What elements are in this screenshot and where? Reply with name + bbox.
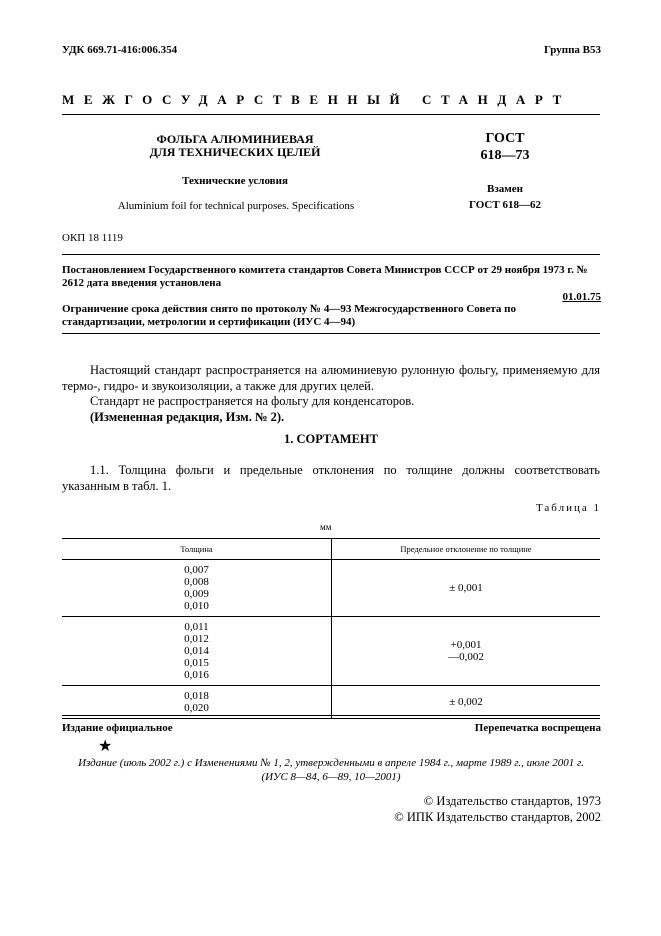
- title-line-1: ФОЛЬГА АЛЮМИНИЕВАЯ: [156, 132, 314, 146]
- okp-code: ОКП 18 1119: [62, 232, 123, 244]
- column-header-thickness: Толщина: [62, 539, 332, 560]
- deviation-cell: +0,001 —0,002: [332, 617, 601, 686]
- intro-paragraph-3: (Измененная редакция, Изм. № 2).: [90, 410, 285, 424]
- ius-text: (ИУС 8—84, 6—89, 10—2001): [261, 771, 401, 783]
- column-header-deviation: Предельное отклонение по толщине: [332, 539, 601, 560]
- official-edition: Издание официальное: [62, 722, 173, 734]
- copyright-1973: © Издательство стандартов, 1973: [423, 794, 601, 808]
- document-subtitle: Технические условия: [182, 175, 288, 187]
- edition-text: Издание (июль 2002 г.) с Изменениями № 1, 2, утвержденными в апреле 1984 г., марте 1989 г., июле 2001 г.: [78, 757, 584, 769]
- thickness-cell: 0,011 0,012 0,014 0,015 0,016: [62, 617, 332, 686]
- decree-text: Постановлением Государственного комитета стандартов Совета Министров СССР от 29 ноября 1973 г. № 2612 дата введения установлена: [62, 264, 588, 289]
- reprint-notice: Перепечатка воспрещена: [474, 722, 601, 734]
- deviation-cell: ± 0,002: [332, 686, 601, 719]
- star-icon: ★: [98, 738, 113, 755]
- section-paragraph-1: 1.1. Толщина фольги и предельные отклонения по толщине должны соответствовать указанным в табл. 1.: [62, 463, 600, 493]
- copyright-2002: © ИПК Издательство стандартов, 2002: [394, 810, 601, 824]
- okp-divider: [62, 254, 600, 255]
- thickness-cell: 0,018 0,020: [62, 686, 332, 719]
- gost-number: [430, 130, 580, 164]
- table-row: [62, 686, 600, 719]
- title-line-2: ДЛЯ ТЕХНИЧЕСКИХ ЦЕЛЕЙ: [149, 145, 321, 159]
- intro-paragraph-1: Настоящий стандарт распространяется на алюминиевую рулонную фольгу, применяемую для термо-, гидро- и звукоизоляции, а также для других целей.: [62, 363, 600, 393]
- decree-divider: [62, 333, 600, 334]
- gost-label: ГОСТ: [485, 131, 525, 146]
- udk-code: УДК 669.71-416:006.354: [62, 44, 178, 56]
- intro-paragraph-2: Стандарт не распространяется на фольгу для конденсаторов.: [90, 394, 415, 408]
- thickness-cell: 0,007 0,008 0,009 0,010: [62, 560, 332, 617]
- gost-code: 618—73: [480, 148, 530, 163]
- replaces-label: Взамен: [487, 183, 523, 195]
- header-divider: [62, 114, 600, 115]
- document-title: [110, 133, 360, 159]
- table-caption: Таблица 1: [535, 502, 601, 514]
- table-row: [62, 617, 600, 686]
- english-title: Aluminium foil for technical purposes. Specifications: [117, 200, 355, 212]
- table-unit: мм: [320, 522, 332, 532]
- limitation-text: Ограничение срока действия снято по протоколу № 4—93 Межгосударственного Совета по стандартизации, метрологии и сертификации (ИУС 4—94): [62, 303, 516, 328]
- table-row: [62, 560, 600, 617]
- footer-divider: [62, 715, 600, 716]
- standard-banner: МЕЖГОСУДАРСТВЕННЫЙ СТАНДАРТ: [62, 92, 571, 107]
- replaces-code: ГОСТ 618—62: [469, 199, 541, 211]
- group-code: Группа В53: [543, 44, 601, 56]
- thickness-table: [62, 538, 600, 719]
- deviation-cell: ± 0,001: [332, 560, 601, 617]
- section-heading: 1. СОРТАМЕНТ: [284, 432, 378, 446]
- replaces-block: [430, 181, 580, 213]
- edition-note: [62, 756, 600, 784]
- introduction-date: 01.01.75: [562, 291, 601, 303]
